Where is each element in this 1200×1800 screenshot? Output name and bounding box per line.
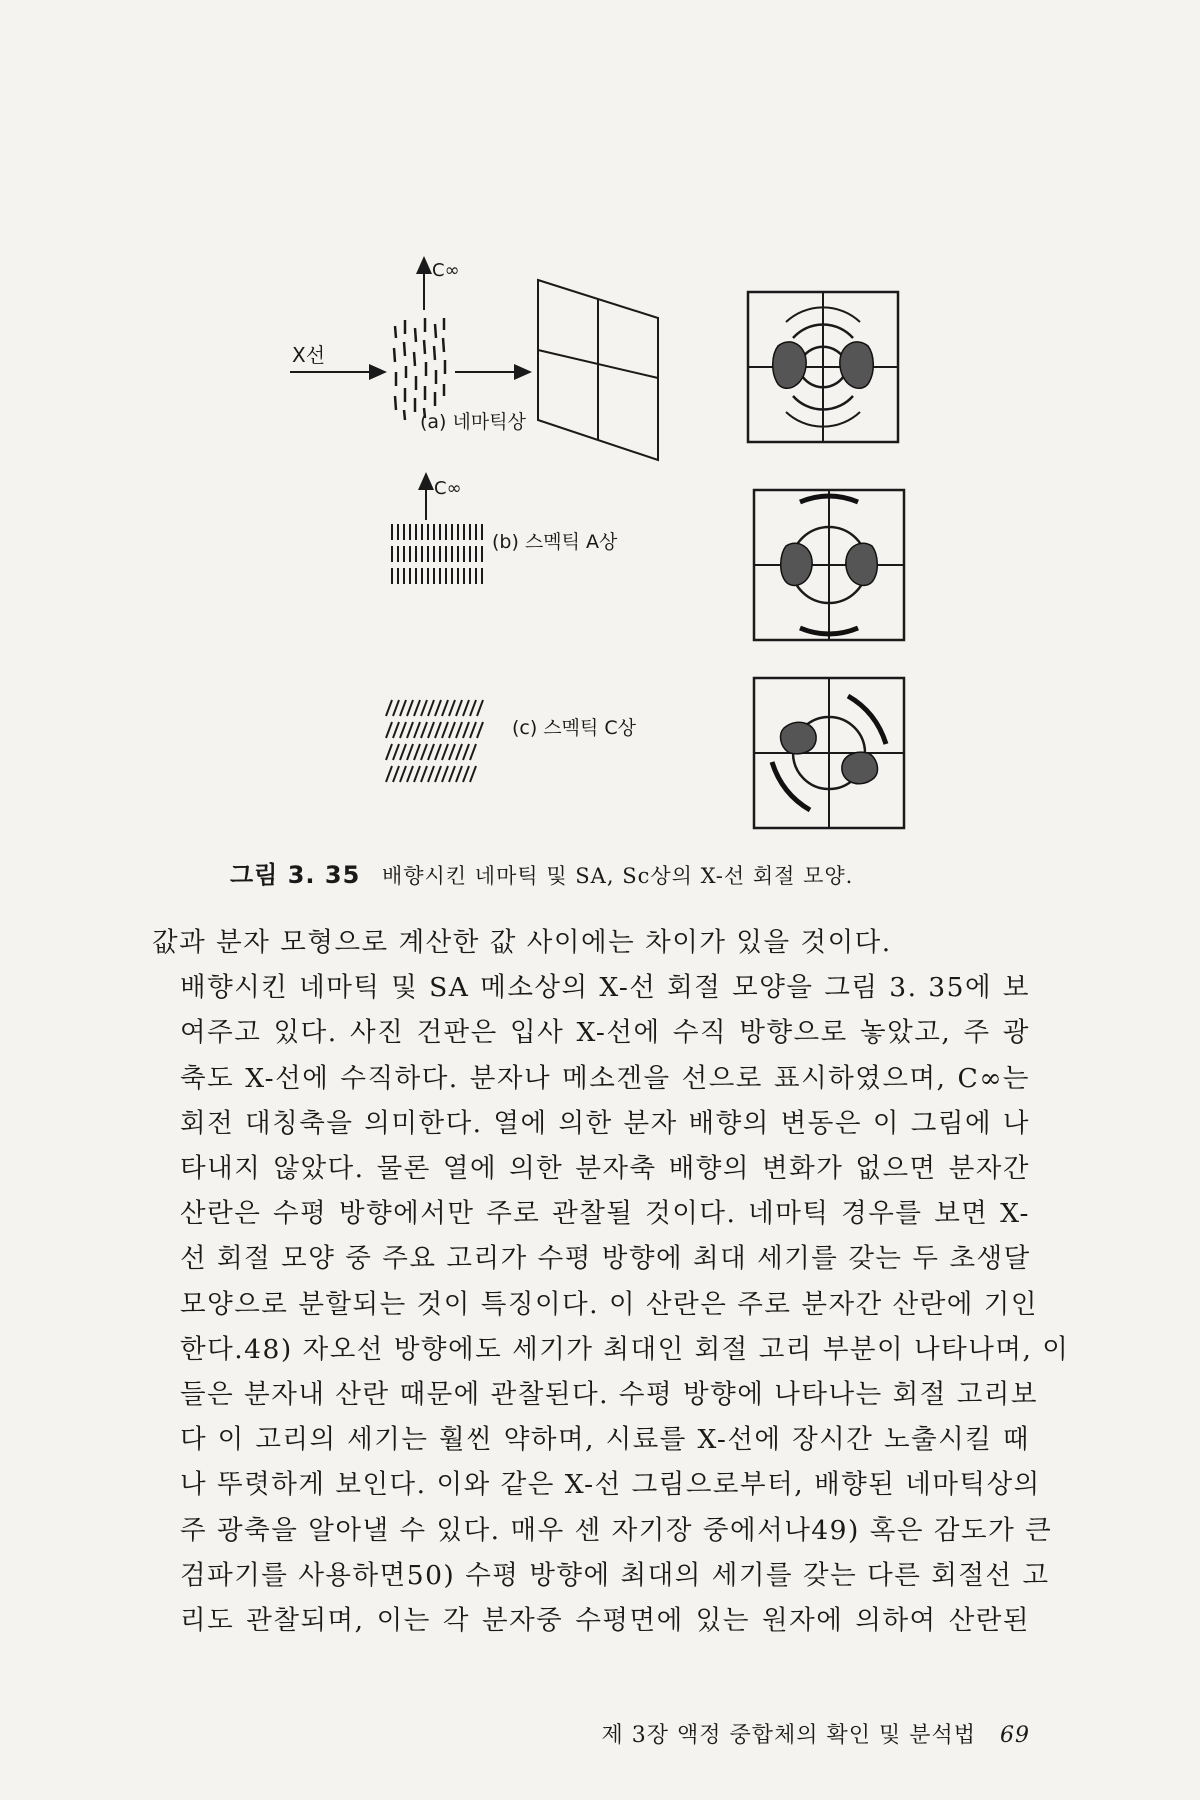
page-footer <box>540 1718 1030 1749</box>
body-text <box>152 920 1070 1643</box>
nematic-molecules <box>394 318 445 420</box>
text-line: 주 광축을 알아낼 수 있다. 매우 센 자기장 중에서나49) 혹은 감도가 큰 <box>180 1514 1053 1546</box>
text-line: 다 이 고리의 세기는 훨씬 약하며, 시료를 X-선에 장시간 노출시킬 때 <box>180 1424 1030 1456</box>
paragraph-1 <box>152 920 1030 965</box>
text-line: 들은 분자내 산란 때문에 관찰된다. 수평 방향에 나타나는 회절 고리보 <box>180 1379 1039 1411</box>
text-line: 여주고 있다. 사진 건판은 입사 X-선에 수직 방향으로 놓았고, 주 광 <box>180 1017 1030 1049</box>
text-line: 산란은 수평 방향에서만 주로 관찰될 것이다. 네마틱 경우를 보면 X- <box>180 1198 1030 1230</box>
label-nematic: (a) 네마틱상 <box>420 411 526 433</box>
nematic-diagram <box>290 258 898 460</box>
c-axis-label-b: C∞ <box>434 478 462 499</box>
xray-diffraction-figure <box>0 0 1200 850</box>
text-line: 타내지 않았다. 물론 열에 의한 분자축 배향의 변화가 없으면 분자간 <box>180 1153 1030 1185</box>
smectic-a-diagram <box>392 474 904 640</box>
text-line: 선 회절 모양 중 주요 고리가 수평 방향에 최대 세기를 갖는 두 초생달 <box>180 1243 1031 1275</box>
label-smectic-a: (b) 스멕틱 A상 <box>492 531 618 553</box>
paragraph-2 <box>152 965 1070 1643</box>
smectic-c-molecules <box>386 700 483 782</box>
text-line: 검파기를 사용하면50) 수평 방향에 최대의 세기를 갖는 다른 회절선 고 <box>180 1559 1050 1591</box>
smectic-a-molecules <box>392 524 482 584</box>
figure-caption <box>230 855 990 890</box>
smectic-a-pattern <box>754 490 904 640</box>
text-line: 모양으로 분할되는 것이 특징이다. 이 산란은 주로 분자간 산란에 기인 <box>180 1288 1039 1320</box>
figure-number: 그림 3. 35 <box>230 861 361 889</box>
c-axis-label-a: C∞ <box>432 260 460 281</box>
text-line: 한다.48) 자오선 방향에도 세기가 최대인 회절 고리 부분이 나타나며, 이 <box>180 1333 1070 1365</box>
text-line: 배향시킨 네마틱 및 SA 메소상의 X-선 회절 모양을 그림 3. 35에 보 <box>180 972 1030 1004</box>
smectic-c-pattern <box>754 678 904 828</box>
running-footer-chapter: 제 3장 액정 중합체의 확인 및 분석법 <box>601 1723 976 1748</box>
xray-label: X선 <box>292 343 326 367</box>
text-line: 축도 X-선에 수직하다. 분자나 메소겐을 선으로 표시하였으며, C∞는 <box>180 1062 1030 1094</box>
figure-caption-text: 배향시킨 네마틱 및 SA, Sc상의 X-선 회절 모양. <box>381 864 854 888</box>
text-line: 나 뚜렷하게 보인다. 이와 같은 X-선 그림으로부터, 배향된 네마틱상의 <box>180 1469 1041 1501</box>
smectic-c-diagram <box>386 678 904 828</box>
label-smectic-c: (c) 스멕틱 C상 <box>512 717 637 739</box>
text-line: 리도 관찰되며, 이는 각 분자중 수평면에 있는 원자에 의하여 산란된 <box>180 1605 1030 1637</box>
page-number: 69 <box>1000 1723 1030 1748</box>
text-line: 회전 대칭축을 의미한다. 열에 의한 분자 배향의 변동은 이 그림에 나 <box>180 1107 1030 1139</box>
nematic-pattern <box>748 292 898 442</box>
photographic-plate <box>538 280 658 460</box>
text-line: 값과 분자 모형으로 계산한 값 사이에는 차이가 있을 것이다. <box>152 927 892 958</box>
